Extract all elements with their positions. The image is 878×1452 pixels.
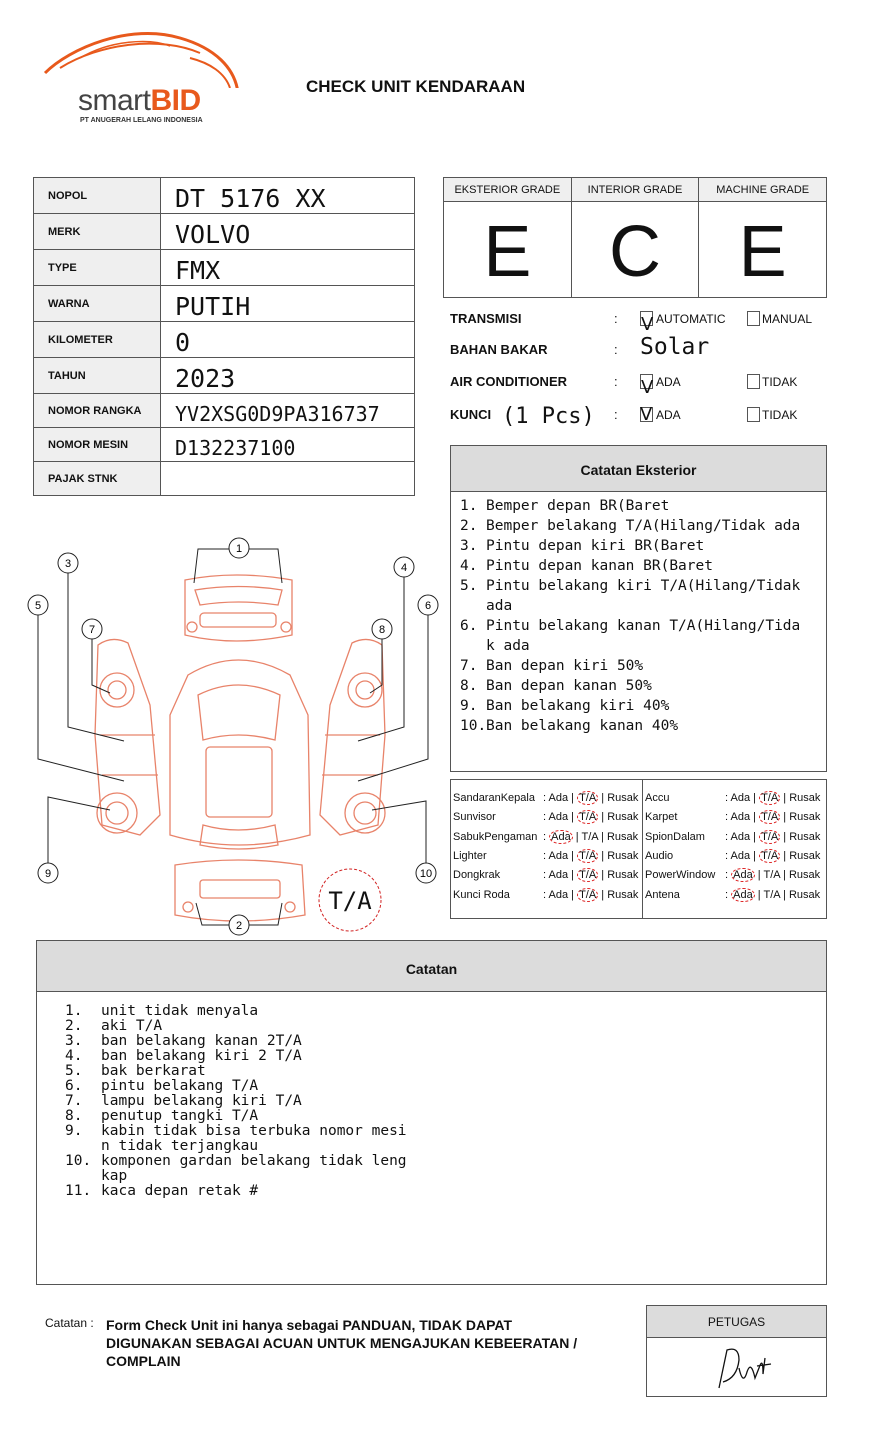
option-t-a[interactable]: T/A bbox=[579, 849, 597, 862]
callout-number: 3 bbox=[64, 558, 72, 570]
identity-row bbox=[34, 178, 415, 214]
colon: : bbox=[614, 374, 618, 389]
ac-tidak-checkbox[interactable] bbox=[747, 374, 760, 389]
stamp-ta bbox=[319, 869, 381, 931]
list-item bbox=[65, 1079, 826, 1094]
accessory-name: Lighter bbox=[453, 849, 487, 862]
item-number: 1. bbox=[65, 1003, 83, 1019]
accessory-options bbox=[543, 811, 638, 823]
grade-table bbox=[443, 177, 827, 298]
item-text: Pintu belakang kanan T/A(Hilang/Tida bbox=[486, 618, 801, 634]
tahun-label: TAHUN bbox=[34, 358, 161, 394]
option-rusak[interactable]: Rusak bbox=[789, 830, 821, 843]
footer-disclaimer: Form Check Unit ini hanya sebagai PANDUAN, TIDAK DAPAT DIGUNAKAN SEBAGAI ACUAN UNTUK MENGAJUKAN KEBEERATAN / COMPLAIN bbox=[106, 1317, 578, 1369]
item-number: 8. bbox=[460, 678, 478, 694]
separator: | bbox=[568, 792, 578, 804]
callout-markers bbox=[28, 538, 438, 935]
colon: : bbox=[543, 792, 549, 804]
option-t-a[interactable]: T/A bbox=[761, 849, 779, 862]
option-rusak[interactable]: Rusak bbox=[789, 849, 821, 862]
item-number: 3. bbox=[65, 1033, 83, 1049]
accessory-options bbox=[725, 889, 820, 901]
option-rusak[interactable]: Rusak bbox=[788, 888, 821, 901]
separator: | bbox=[754, 869, 764, 882]
accessory-name: Antena bbox=[645, 888, 680, 901]
exterior-notes-title: Catatan Eksterior bbox=[451, 446, 826, 492]
item-number: 3. bbox=[460, 538, 478, 554]
option-ada[interactable]: Ada bbox=[548, 888, 569, 901]
machine-grade-value: E bbox=[699, 202, 827, 298]
exterior-notes-list bbox=[451, 492, 826, 736]
accessory-name: SandaranKepala bbox=[453, 792, 535, 804]
accessory-options bbox=[725, 850, 820, 862]
kunci-tidak-checkbox[interactable] bbox=[747, 407, 760, 422]
list-item bbox=[65, 1184, 826, 1199]
item-text: Ban belakang kiri 40% bbox=[486, 698, 670, 714]
list-item bbox=[65, 1034, 826, 1049]
item-number: 2. bbox=[460, 518, 478, 534]
callout-number: 2 bbox=[235, 920, 243, 932]
option-t-a[interactable]: T/A bbox=[579, 888, 597, 901]
item-number bbox=[460, 636, 486, 656]
callout-2 bbox=[229, 915, 249, 935]
list-item bbox=[460, 696, 826, 716]
item-number: 10. bbox=[65, 1153, 92, 1169]
option-t-a[interactable]: T/A bbox=[761, 830, 779, 843]
item-number: 9. bbox=[65, 1123, 83, 1139]
accessory-name: Audio bbox=[645, 849, 674, 862]
option-t-a[interactable]: T/A bbox=[763, 888, 780, 901]
option-rusak[interactable]: Rusak bbox=[607, 888, 639, 901]
list-item bbox=[65, 1049, 826, 1064]
identity-row bbox=[34, 214, 415, 250]
item-text: Ban belakang kanan 40% bbox=[486, 718, 679, 734]
colon: : bbox=[725, 888, 732, 901]
identity-row bbox=[34, 394, 415, 428]
identity-row bbox=[34, 358, 415, 394]
colon: : bbox=[543, 830, 550, 843]
option-rusak[interactable]: Rusak bbox=[789, 811, 821, 824]
separator: | bbox=[754, 888, 764, 901]
notes-list bbox=[37, 992, 826, 1199]
item-text: ada bbox=[486, 598, 513, 614]
machine-grade-header: MACHINE GRADE bbox=[699, 178, 827, 202]
brand-name: smartBID bbox=[78, 84, 201, 117]
kunci-ada-option: ADA bbox=[656, 408, 681, 422]
car-outline-icon bbox=[95, 575, 385, 921]
item-number: 8. bbox=[65, 1108, 83, 1124]
company-name: PT ANUGERAH LELANG INDONESIA bbox=[80, 117, 203, 124]
ac-ada-option: ADA bbox=[656, 375, 681, 389]
list-item bbox=[460, 596, 826, 616]
item-text: Ban depan kiri 50% bbox=[486, 658, 644, 674]
separator: | bbox=[780, 830, 790, 843]
callout-number: 1 bbox=[235, 543, 243, 555]
item-text: Pintu belakang kiri T/A(Hilang/Tidak bbox=[486, 578, 801, 594]
accessory-name: Kunci Roda bbox=[453, 888, 510, 901]
bahan-bakar-label: BAHAN BAKAR bbox=[450, 342, 548, 357]
item-text: ban belakang kanan 2T/A bbox=[101, 1033, 302, 1049]
separator: | bbox=[568, 849, 578, 862]
ac-label: AIR CONDITIONER bbox=[450, 374, 567, 389]
separator: | bbox=[750, 792, 760, 804]
list-item bbox=[65, 1109, 826, 1124]
option-t-a[interactable]: T/A bbox=[579, 869, 597, 882]
list-item bbox=[65, 1004, 826, 1019]
stamp-label: T/A bbox=[328, 887, 372, 915]
officer-signature-box bbox=[646, 1305, 827, 1397]
callout-8 bbox=[372, 619, 392, 639]
page-title: CHECK UNIT KENDARAAN bbox=[306, 77, 526, 96]
accessory-options bbox=[543, 831, 638, 843]
list-item bbox=[65, 1139, 826, 1154]
item-text: kap bbox=[101, 1168, 128, 1184]
option-t-a[interactable]: T/A bbox=[579, 792, 597, 804]
callout-6 bbox=[418, 595, 438, 615]
type-label: TYPE bbox=[34, 250, 161, 286]
accessory-name: Karpet bbox=[645, 811, 678, 824]
colon: : bbox=[725, 830, 731, 843]
item-number: 5. bbox=[65, 1063, 83, 1079]
option-ada[interactable]: Ada bbox=[551, 830, 571, 843]
colon: : bbox=[725, 849, 731, 862]
separator: | bbox=[780, 849, 790, 862]
item-text: kabin tidak bisa terbuka nomor mesi bbox=[101, 1123, 407, 1139]
callout-3 bbox=[58, 553, 78, 573]
item-number: 4. bbox=[65, 1048, 83, 1064]
list-item bbox=[65, 1094, 826, 1109]
callout-5 bbox=[28, 595, 48, 615]
callout-number: 4 bbox=[400, 562, 408, 574]
vehicle-damage-diagram bbox=[20, 535, 440, 940]
nomor-mesin-label: NOMOR MESIN bbox=[34, 428, 161, 462]
accessory-name: Sunvisor bbox=[453, 811, 496, 824]
item-number bbox=[65, 1169, 101, 1184]
separator: | bbox=[598, 888, 608, 901]
nomor-mesin-value: D132237100 bbox=[161, 428, 415, 462]
separator: | bbox=[598, 869, 608, 882]
transmisi-label: TRANSMISI bbox=[450, 311, 522, 326]
list-item bbox=[460, 496, 826, 516]
identity-row bbox=[34, 462, 415, 496]
option-rusak[interactable]: Rusak bbox=[606, 830, 639, 843]
list-item bbox=[65, 1064, 826, 1079]
accessory-name: Dongkrak bbox=[453, 869, 501, 882]
list-item bbox=[460, 536, 826, 556]
option-rusak[interactable]: Rusak bbox=[789, 792, 821, 804]
callout-number: 10 bbox=[419, 868, 433, 880]
colon: : bbox=[614, 342, 618, 357]
item-number: 5. bbox=[460, 578, 478, 594]
nopol-value: DT 5176 XX bbox=[161, 178, 415, 214]
callout-number: 6 bbox=[424, 600, 432, 612]
accessory-options bbox=[725, 869, 820, 881]
callout-number: 7 bbox=[88, 624, 96, 636]
item-number: 4. bbox=[460, 558, 478, 574]
option-ada[interactable]: Ada bbox=[733, 869, 753, 882]
item-text: Pintu depan kanan BR(Baret bbox=[486, 558, 713, 574]
item-text: komponen gardan belakang tidak leng bbox=[101, 1153, 407, 1169]
callout-lines bbox=[38, 549, 428, 925]
list-item bbox=[65, 1154, 826, 1169]
item-number bbox=[65, 1139, 101, 1154]
option-rusak[interactable]: Rusak bbox=[607, 811, 639, 824]
nomor-rangka-label: NOMOR RANGKA bbox=[34, 394, 161, 428]
accessory-options bbox=[725, 811, 820, 823]
item-number: 7. bbox=[65, 1093, 83, 1109]
merk-label: MERK bbox=[34, 214, 161, 250]
separator: | bbox=[598, 811, 608, 824]
identity-row bbox=[34, 322, 415, 358]
list-item bbox=[65, 1019, 826, 1034]
option-t-a[interactable]: T/A bbox=[581, 830, 598, 843]
item-number: 10. bbox=[460, 718, 487, 734]
item-number: 6. bbox=[460, 618, 478, 634]
list-item bbox=[460, 656, 826, 676]
separator: | bbox=[572, 830, 582, 843]
option-rusak[interactable]: Rusak bbox=[607, 792, 639, 804]
option-ada[interactable]: Ada bbox=[548, 869, 569, 882]
option-ada[interactable]: Ada bbox=[548, 849, 569, 862]
item-number bbox=[460, 596, 486, 616]
kunci-count: (1 Pcs) bbox=[502, 404, 595, 429]
notes-title: Catatan bbox=[37, 941, 826, 992]
separator: | bbox=[750, 811, 760, 824]
item-text: lampu belakang kiri T/A bbox=[101, 1093, 302, 1109]
accessory-options bbox=[543, 889, 638, 901]
item-text: Ban depan kanan 50% bbox=[486, 678, 652, 694]
option-ada[interactable]: Ada bbox=[730, 792, 751, 804]
automatic-option: AUTOMATIC bbox=[656, 312, 726, 326]
merk-value: VOLVO bbox=[161, 214, 415, 250]
colon: : bbox=[543, 849, 549, 862]
separator: | bbox=[598, 792, 608, 804]
callout-1 bbox=[229, 538, 249, 558]
separator: | bbox=[568, 869, 578, 882]
nopol-label: NOPOL bbox=[34, 178, 161, 214]
callout-number: 9 bbox=[44, 868, 52, 880]
check-mark-icon: V bbox=[641, 314, 654, 335]
colon: : bbox=[614, 311, 618, 326]
identity-row bbox=[34, 428, 415, 462]
pajak-stnk-label: PAJAK STNK bbox=[34, 462, 161, 496]
separator: | bbox=[780, 792, 790, 804]
interior-grade-value: C bbox=[571, 202, 699, 298]
callout-9 bbox=[38, 863, 58, 883]
option-ada[interactable]: Ada bbox=[730, 830, 751, 843]
kunci-label: KUNCI bbox=[450, 407, 492, 422]
list-item bbox=[460, 616, 826, 636]
separator: | bbox=[750, 830, 760, 843]
ac-tidak-option: TIDAK bbox=[762, 375, 798, 389]
colon: : bbox=[543, 811, 549, 824]
list-item bbox=[460, 556, 826, 576]
nomor-rangka-value: YV2XSG0D9PA316737 bbox=[161, 394, 415, 428]
item-text: bak berkarat bbox=[101, 1063, 206, 1079]
list-item bbox=[460, 716, 826, 736]
item-text: kaca depan retak # bbox=[101, 1183, 259, 1199]
separator: | bbox=[780, 888, 789, 901]
list-item bbox=[65, 1169, 826, 1184]
separator: | bbox=[780, 811, 790, 824]
item-text: n tidak terjangkau bbox=[101, 1138, 259, 1154]
brand-logo bbox=[40, 28, 240, 128]
item-number: 7. bbox=[460, 658, 478, 674]
signature-image bbox=[647, 1338, 826, 1396]
list-item bbox=[460, 576, 826, 596]
kilometer-value: 0 bbox=[161, 322, 415, 358]
accessories-panel bbox=[450, 779, 827, 919]
item-text: Bemper depan BR(Baret bbox=[486, 498, 670, 514]
option-ada[interactable]: Ada bbox=[730, 811, 751, 824]
item-number: 6. bbox=[65, 1078, 83, 1094]
item-text: unit tidak menyala bbox=[101, 1003, 259, 1019]
separator: | bbox=[598, 830, 607, 843]
check-mark-icon: V bbox=[641, 377, 654, 398]
option-ada[interactable]: Ada bbox=[548, 811, 569, 824]
option-rusak[interactable]: Rusak bbox=[607, 869, 639, 882]
colon: : bbox=[725, 811, 731, 824]
interior-grade-header: INTERIOR GRADE bbox=[571, 178, 699, 202]
list-item bbox=[460, 516, 826, 536]
eksterior-grade-value: E bbox=[444, 202, 572, 298]
accessory-name: Accu bbox=[645, 792, 670, 804]
eksterior-grade-header: EKSTERIOR GRADE bbox=[444, 178, 572, 202]
colon: : bbox=[543, 869, 549, 882]
warna-label: WARNA bbox=[34, 286, 161, 322]
kilometer-label: KILOMETER bbox=[34, 322, 161, 358]
accessory-name: SpionDalam bbox=[645, 830, 705, 843]
item-text: Pintu depan kiri BR(Baret bbox=[486, 538, 705, 554]
option-rusak[interactable]: Rusak bbox=[788, 869, 821, 882]
officer-label: PETUGAS bbox=[647, 1306, 826, 1338]
item-text: penutup tangki T/A bbox=[101, 1108, 259, 1124]
manual-checkbox[interactable] bbox=[747, 311, 760, 326]
tahun-value: 2023 bbox=[161, 358, 415, 394]
bahan-bakar-value: Solar bbox=[640, 334, 710, 360]
colon: : bbox=[543, 888, 549, 901]
option-t-a[interactable]: T/A bbox=[761, 811, 779, 824]
accessory-name: SabukPengaman bbox=[453, 830, 538, 843]
option-t-a[interactable]: T/A bbox=[763, 869, 780, 882]
item-text: ban belakang kiri 2 T/A bbox=[101, 1048, 302, 1064]
separator: | bbox=[750, 849, 760, 862]
separator: | bbox=[568, 888, 578, 901]
accessory-options bbox=[543, 869, 638, 881]
callout-7 bbox=[82, 619, 102, 639]
list-item bbox=[460, 636, 826, 656]
item-number: 11. bbox=[65, 1183, 92, 1199]
option-ada[interactable]: Ada bbox=[548, 792, 569, 804]
option-t-a[interactable]: T/A bbox=[761, 792, 779, 804]
pajak-stnk-value bbox=[161, 462, 415, 496]
item-text: Bemper belakang T/A(Hilang/Tidak ada bbox=[486, 518, 801, 534]
warna-value: PUTIH bbox=[161, 286, 415, 322]
item-number: 9. bbox=[460, 698, 478, 714]
item-text: pintu belakang T/A bbox=[101, 1078, 259, 1094]
option-rusak[interactable]: Rusak bbox=[607, 849, 639, 862]
option-t-a[interactable]: T/A bbox=[579, 811, 597, 824]
item-text: k ada bbox=[486, 638, 530, 654]
kunci-tidak-option: TIDAK bbox=[762, 408, 798, 422]
column-divider bbox=[642, 780, 643, 918]
callout-10 bbox=[416, 863, 436, 883]
list-item bbox=[65, 1124, 826, 1139]
colon: : bbox=[614, 407, 618, 422]
separator: | bbox=[780, 869, 789, 882]
car-swoosh-icon bbox=[40, 28, 240, 88]
colon: : bbox=[725, 869, 732, 882]
footer-label: Catatan : bbox=[45, 1316, 94, 1330]
accessory-name: PowerWindow bbox=[645, 869, 716, 882]
type-value: FMX bbox=[161, 250, 415, 286]
exterior-notes-panel bbox=[450, 445, 827, 772]
option-ada[interactable]: Ada bbox=[730, 849, 751, 862]
item-text: aki T/A bbox=[101, 1018, 163, 1034]
colon: : bbox=[725, 792, 731, 804]
check-mark-icon: V bbox=[640, 404, 653, 425]
accessory-options bbox=[725, 831, 820, 843]
item-number: 1. bbox=[460, 498, 478, 514]
separator: | bbox=[568, 811, 578, 824]
separator: | bbox=[598, 849, 608, 862]
option-ada[interactable]: Ada bbox=[733, 888, 753, 901]
item-number: 2. bbox=[65, 1018, 83, 1034]
notes-panel bbox=[36, 940, 827, 1285]
vehicle-identity-table bbox=[33, 177, 415, 496]
identity-row bbox=[34, 286, 415, 322]
callout-number: 8 bbox=[378, 624, 386, 636]
identity-row bbox=[34, 250, 415, 286]
accessory-options bbox=[543, 850, 638, 862]
callout-4 bbox=[394, 557, 414, 577]
list-item bbox=[460, 676, 826, 696]
accessory-options bbox=[543, 792, 638, 804]
callout-number: 5 bbox=[34, 600, 42, 612]
manual-option: MANUAL bbox=[762, 312, 813, 326]
accessory-options bbox=[725, 792, 820, 804]
